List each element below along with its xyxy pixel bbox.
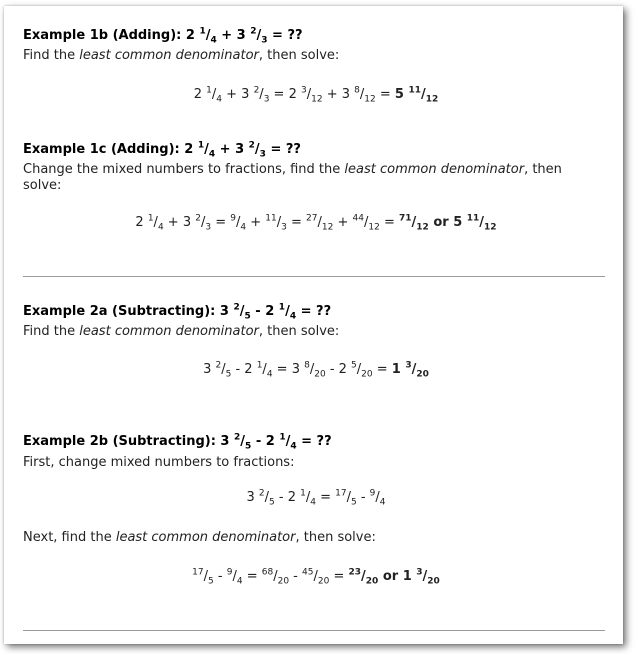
eq-text: + 3 xyxy=(163,215,196,230)
intro-emphasis: least common denominator xyxy=(344,162,525,177)
heading-text: = ?? xyxy=(296,434,332,449)
eq-text: + xyxy=(333,215,353,230)
numerator: 2 xyxy=(253,85,260,96)
fraction-slash: / xyxy=(276,215,282,230)
numerator: 1 xyxy=(279,432,286,443)
numerator: 17 xyxy=(192,567,204,578)
numerator: 1 xyxy=(147,213,154,224)
answer xyxy=(398,213,497,233)
eq-text: 3 xyxy=(203,362,216,377)
eq-text: - 2 xyxy=(231,362,257,377)
example-2a-equation xyxy=(0,360,632,380)
answer-or: or 5 xyxy=(428,215,467,230)
fraction-slash: / xyxy=(205,28,211,43)
numerator: 11 xyxy=(408,85,421,96)
fraction-slash: / xyxy=(305,490,311,505)
heading-text: Example 1c (Adding): 2 xyxy=(23,142,198,157)
eq-text: = xyxy=(315,490,336,505)
eq-text: = xyxy=(286,215,307,230)
intro-text: Find the xyxy=(23,324,80,339)
eq-text: 3 xyxy=(246,490,259,505)
denominator: 5 xyxy=(269,497,275,508)
heading-text: = ?? xyxy=(265,142,301,157)
fraction-slash: / xyxy=(363,215,369,230)
denominator: 3 xyxy=(205,222,212,233)
denominator: 12 xyxy=(416,222,429,233)
denominator: 3 xyxy=(281,222,287,233)
numerator: 1 xyxy=(256,360,263,371)
denominator: 5 xyxy=(208,576,214,587)
example-2a-heading xyxy=(23,302,332,322)
fraction-slash: / xyxy=(203,569,209,584)
fraction-slash: / xyxy=(420,87,426,102)
denominator: 20 xyxy=(277,576,290,587)
eq-text: = xyxy=(375,87,395,102)
numerator: 23 xyxy=(348,567,362,578)
numerator: 5 xyxy=(351,360,357,371)
example-2b-heading xyxy=(23,432,332,452)
fraction-slash: / xyxy=(264,490,269,505)
fraction-slash: / xyxy=(204,142,209,157)
denominator: 5 xyxy=(225,369,232,380)
intro-text: , then solve: xyxy=(258,48,340,63)
numerator: 9 xyxy=(230,213,236,224)
fraction-slash: / xyxy=(411,215,417,230)
numerator: 45 xyxy=(302,567,314,578)
denominator: 3 xyxy=(261,35,268,46)
denominator: 20 xyxy=(427,576,440,587)
numerator: 8 xyxy=(304,360,310,371)
fraction-slash: / xyxy=(153,215,158,230)
fraction-slash: / xyxy=(240,434,246,449)
eq-text: + 3 xyxy=(222,87,254,102)
numerator: 1 xyxy=(197,140,205,151)
answer xyxy=(391,360,429,380)
numerator: 2 xyxy=(250,26,257,37)
fraction-slash: / xyxy=(361,569,366,584)
numerator: 44 xyxy=(352,213,364,224)
fraction-slash: / xyxy=(221,362,226,377)
fraction-slash: / xyxy=(236,215,241,230)
heading-text: + 3 xyxy=(215,142,249,157)
intro-text: , then solve: xyxy=(258,324,340,339)
example-2b-intro xyxy=(23,455,294,470)
denominator: 12 xyxy=(364,94,376,105)
intro-text: First, change mixed numbers to fractions: xyxy=(23,455,295,470)
fraction-slash: / xyxy=(273,569,278,584)
answer xyxy=(348,567,440,587)
denominator: 20 xyxy=(361,369,373,380)
fraction-slash: / xyxy=(422,569,428,584)
intro-text: Next, find the xyxy=(23,530,116,545)
eq-text: + xyxy=(246,215,266,230)
denominator: 4 xyxy=(290,441,297,452)
eq-text: + 3 xyxy=(322,87,355,102)
eq-text: = xyxy=(372,362,392,377)
fraction-slash: / xyxy=(259,87,264,102)
denominator: 5 xyxy=(350,497,357,508)
intro-emphasis: least common denominator xyxy=(79,324,259,339)
heading-text: + 3 xyxy=(216,28,251,43)
numerator: 17 xyxy=(335,488,347,499)
intro-text: Change the mixed numbers to fractions, find the xyxy=(23,162,345,177)
denominator: 20 xyxy=(314,369,326,380)
fraction-slash: / xyxy=(239,304,245,319)
numerator: 1 xyxy=(206,85,212,96)
denominator: 20 xyxy=(416,369,429,380)
eq-text: 2 xyxy=(135,215,148,230)
eq-text: = xyxy=(242,569,262,584)
example-1b-heading xyxy=(23,26,303,46)
denominator: 12 xyxy=(368,222,380,233)
numerator: 27 xyxy=(306,213,318,224)
answer-whole: 1 xyxy=(391,362,406,377)
numerator: 3 xyxy=(416,567,423,578)
denominator: 4 xyxy=(289,311,297,322)
heading-text: Example 1b (Adding): 2 xyxy=(23,28,200,43)
fraction-slash: / xyxy=(479,215,485,230)
denominator: 20 xyxy=(365,576,379,587)
section-divider xyxy=(23,276,605,277)
eq-text: - 2 xyxy=(325,362,352,377)
intro-text: Find the xyxy=(23,48,80,63)
fraction-slash: / xyxy=(256,28,262,43)
denominator: 4 xyxy=(379,497,386,508)
example-1c-heading xyxy=(23,140,301,160)
example-2b-equation xyxy=(0,488,632,508)
fraction-slash: / xyxy=(254,142,260,157)
fraction-slash: / xyxy=(356,362,362,377)
eq-text: = xyxy=(329,569,349,584)
fraction-slash: / xyxy=(262,362,267,377)
denominator: 4 xyxy=(236,576,243,587)
numerator: 11 xyxy=(265,213,277,224)
eq-text: 2 xyxy=(193,87,207,102)
numerator: 2 xyxy=(258,488,265,499)
fraction-slash: / xyxy=(211,87,217,102)
fraction-slash: / xyxy=(232,569,237,584)
fraction-slash: / xyxy=(375,490,380,505)
numerator: 9 xyxy=(226,567,233,578)
denominator: 5 xyxy=(244,311,251,322)
denominator: 12 xyxy=(321,222,334,233)
denominator: 20 xyxy=(317,576,330,587)
numerator: 2 xyxy=(248,140,255,151)
denominator: 4 xyxy=(240,222,247,233)
eq-text: - xyxy=(213,569,227,584)
eq-text: = 2 xyxy=(269,87,301,102)
denominator: 4 xyxy=(208,149,216,160)
heading-text: Example 2a (Subtracting): 3 xyxy=(23,304,234,319)
denominator: 12 xyxy=(484,222,497,233)
intro-emphasis: least common denominator xyxy=(79,48,259,63)
denominator: 12 xyxy=(425,94,439,105)
numerator: 1 xyxy=(199,26,206,37)
heading-text: - 2 xyxy=(251,434,280,449)
intro-emphasis: least common denominator xyxy=(115,530,296,545)
intro-text: , then solve: xyxy=(295,530,376,545)
example-1b-intro xyxy=(23,48,339,63)
numerator: 2 xyxy=(233,302,240,313)
numerator: 3 xyxy=(300,85,307,96)
example-1b-equation xyxy=(0,85,632,105)
fraction-slash: / xyxy=(285,304,290,319)
eq-text: = xyxy=(211,215,231,230)
eq-text: = xyxy=(379,215,399,230)
heading-text: = ?? xyxy=(267,28,303,43)
example-2b-intro-2 xyxy=(23,530,376,545)
denominator: 4 xyxy=(310,497,316,508)
fraction-slash: / xyxy=(346,490,351,505)
fraction-slash: / xyxy=(306,87,312,102)
denominator: 4 xyxy=(266,369,273,380)
denominator: 3 xyxy=(259,149,266,160)
eq-text: - xyxy=(289,569,303,584)
example-2b-equation-2 xyxy=(0,567,632,587)
numerator: 2 xyxy=(234,432,241,443)
heading-text: = ?? xyxy=(296,304,332,319)
numerator: 1 xyxy=(278,302,286,313)
answer xyxy=(394,85,439,105)
fraction-slash: / xyxy=(309,362,315,377)
fraction-slash: / xyxy=(200,215,206,230)
numerator: 11 xyxy=(466,213,480,224)
fraction-slash: / xyxy=(313,569,318,584)
denominator: 12 xyxy=(311,94,323,105)
numerator: 71 xyxy=(398,213,412,224)
denominator: 5 xyxy=(245,441,252,452)
section-divider xyxy=(23,630,605,631)
numerator: 2 xyxy=(215,360,222,371)
heading-text: - 2 xyxy=(250,304,279,319)
fraction-slash: / xyxy=(359,87,365,102)
denominator: 4 xyxy=(216,94,222,105)
numerator: 1 xyxy=(300,488,306,499)
eq-text: - 2 xyxy=(274,490,301,505)
numerator: 8 xyxy=(354,85,360,96)
intro-text: , then solve: xyxy=(23,162,562,193)
example-1c-intro xyxy=(23,162,583,194)
eq-text: = 3 xyxy=(272,362,305,377)
answer-or: or 1 xyxy=(378,569,417,584)
answer-whole: 5 xyxy=(394,87,409,102)
fraction-slash: / xyxy=(411,362,417,377)
heading-text: Example 2b (Subtracting): 3 xyxy=(23,434,235,449)
fraction-slash: / xyxy=(317,215,322,230)
denominator: 4 xyxy=(210,35,217,46)
denominator: 3 xyxy=(263,94,270,105)
numerator: 3 xyxy=(405,360,412,371)
numerator: 68 xyxy=(261,567,274,578)
denominator: 4 xyxy=(157,222,164,233)
fraction-slash: / xyxy=(285,434,291,449)
eq-text: - xyxy=(356,490,370,505)
example-2a-intro xyxy=(23,324,339,339)
example-1c-equation xyxy=(0,213,632,233)
numerator: 2 xyxy=(195,213,201,224)
numerator: 9 xyxy=(369,488,376,499)
